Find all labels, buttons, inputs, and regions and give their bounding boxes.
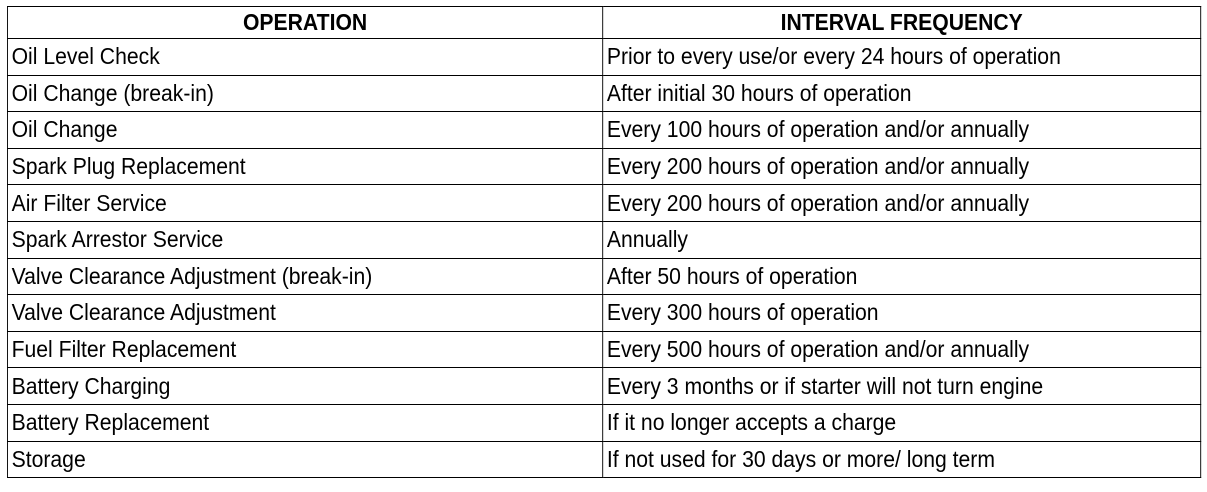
- table-row: [7, 368, 1200, 405]
- table-row: [7, 39, 1200, 76]
- interval-cell: Annually: [603, 221, 1201, 258]
- interval-cell: After 50 hours of operation: [603, 258, 1201, 295]
- table-row: [7, 112, 1200, 149]
- operation-cell: Spark Plug Replacement: [7, 148, 602, 185]
- operation-cell: Oil Change (break-in): [7, 75, 602, 112]
- interval-cell: After initial 30 hours of operation: [603, 75, 1201, 112]
- table-row: [7, 441, 1200, 478]
- operation-cell: Spark Arrestor Service: [7, 221, 602, 258]
- interval-cell: If it no longer accepts a charge: [603, 404, 1201, 441]
- operation-cell: Battery Charging: [7, 368, 602, 405]
- operation-cell: Valve Clearance Adjustment (break-in): [7, 258, 602, 295]
- table-header-row: [7, 7, 1200, 39]
- interval-cell: Every 200 hours of operation and/or annually: [603, 185, 1201, 222]
- operation-cell: Fuel Filter Replacement: [7, 331, 602, 368]
- table-row: [7, 185, 1200, 222]
- header-interval-frequency: INTERVAL FREQUENCY: [603, 7, 1201, 39]
- operation-cell: Battery Replacement: [7, 404, 602, 441]
- table-row: [7, 295, 1200, 332]
- interval-cell: Prior to every use/or every 24 hours of operation: [603, 39, 1201, 76]
- table-row: [7, 75, 1200, 112]
- table-row: [7, 331, 1200, 368]
- operation-cell: Storage: [7, 441, 602, 478]
- operation-cell: Oil Level Check: [7, 39, 602, 76]
- table-row: [7, 221, 1200, 258]
- maintenance-schedule-table: [7, 6, 1201, 478]
- operation-cell: Oil Change: [7, 112, 602, 149]
- interval-cell: Every 100 hours of operation and/or annually: [603, 112, 1201, 149]
- table-row: [7, 148, 1200, 185]
- operation-cell: Valve Clearance Adjustment: [7, 295, 602, 332]
- interval-cell: Every 200 hours of operation and/or annually: [603, 148, 1201, 185]
- interval-cell: Every 3 months or if starter will not turn engine: [603, 368, 1201, 405]
- operation-cell: Air Filter Service: [7, 185, 602, 222]
- table-row: [7, 258, 1200, 295]
- interval-cell: Every 300 hours of operation: [603, 295, 1201, 332]
- interval-cell: Every 500 hours of operation and/or annually: [603, 331, 1201, 368]
- interval-cell: If not used for 30 days or more/ long term: [603, 441, 1201, 478]
- header-operation: OPERATION: [7, 7, 602, 39]
- table-row: [7, 404, 1200, 441]
